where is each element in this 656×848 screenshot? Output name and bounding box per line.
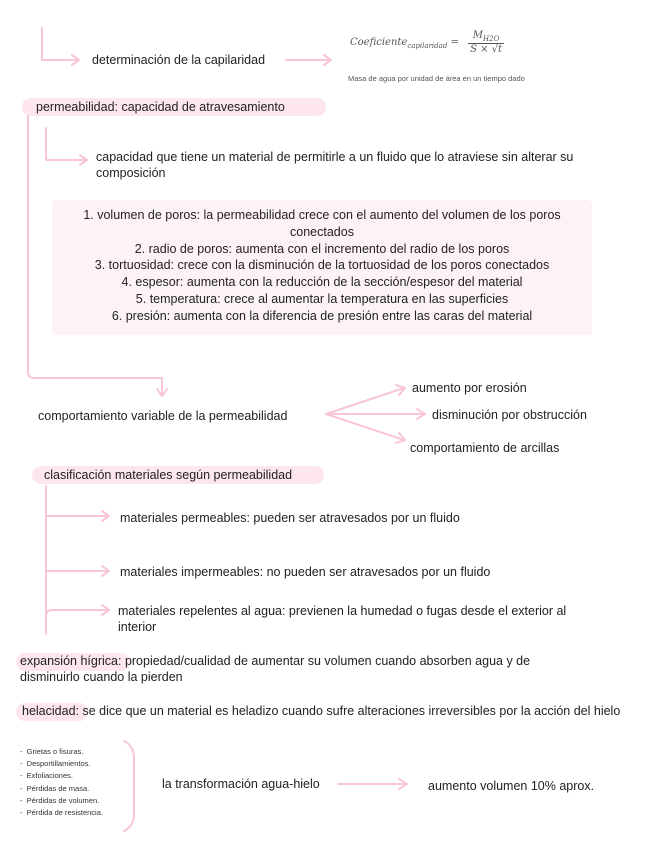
- helacidad-text: se dice que un material es heladizo cuando sufre alteraciones irreversibles por la acción del hielo: [82, 704, 621, 718]
- helacidad-result: aumento volumen 10% aprox.: [428, 779, 595, 793]
- formula-lhs: Coeficiente: [350, 37, 408, 48]
- capilaridad-arrowhead: [72, 55, 79, 65]
- capilaridad-label: determinación de la capilaridad: [92, 53, 266, 67]
- factor-item: 4. espesor: aumenta con la reducción de la sección/espesor del material: [121, 275, 523, 290]
- formula-eq: =: [450, 37, 459, 48]
- permeabilidad-definition: capacidad que tiene un material de permitirle a un fluido que lo atraviese sin alterar su composición: [96, 150, 574, 180]
- helacidad-effects-list: [20, 746, 103, 819]
- factor-item: 3. tortuosidad: crece con la disminución de la tortuosidad de los poros conectados: [94, 258, 550, 273]
- fan-arrow-arcillas: [326, 414, 404, 440]
- effect-item: - Pérdidas de masa.: [20, 783, 90, 793]
- factors-list: [58, 207, 586, 325]
- formula-fraction: [468, 30, 504, 55]
- factor-item: 6. presión: aumenta con la diferencia de presión entre las caras del material: [111, 308, 533, 323]
- permeabilidad-heading: permeabilidad: capacidad de atravesamiento: [36, 100, 285, 114]
- formula-denominator: S × √t: [470, 44, 503, 55]
- helacidad-term: helacidad:: [22, 704, 79, 718]
- fan-arrow-erosion: [326, 388, 404, 414]
- variable-item-erosion: aumento por erosión: [412, 381, 527, 395]
- expansion-paragraph: [20, 653, 580, 685]
- clasificacion-heading: clasificación materiales según permeabilidad: [44, 468, 293, 482]
- effect-item: - Pérdida de resistencia.: [20, 808, 103, 818]
- effect-item: - Grietas o fisuras.: [20, 747, 84, 756]
- expansion-text: propiedad/cualidad de aumentar su volumen cuando absorben agua y de disminuirlo cuando la pierden: [20, 654, 531, 684]
- helacidad-paragraph: [22, 703, 642, 719]
- effect-item: - Exfoliaciones.: [20, 771, 73, 781]
- capilaridad-connector: [42, 28, 78, 60]
- clasificacion-item-impermeables: materiales impermeables: no pueden ser atravesados por un fluido: [120, 565, 491, 579]
- effects-bracket: [124, 741, 134, 831]
- formula-caption: Masa de agua por unidad de área en un tiempo dado: [348, 74, 525, 83]
- variable-label: comportamiento variable de la permeabilidad: [38, 409, 288, 423]
- formula-numerator: $M_{H2O}$: [468, 30, 504, 44]
- factor-item: 2. radio de poros: aumenta con el incremento del radio de los poros: [134, 241, 510, 256]
- clasificacion-item-permeables: materiales permeables: pueden ser atravesados por un fluido: [120, 511, 460, 525]
- clasificacion-item-repelentes: materiales repelentes al agua: previenen la humedad o fugas desde el exterior al interior: [118, 604, 567, 634]
- factor-item: 5. temperatura: crece al aumentar la temperatura en las superficies: [135, 291, 509, 306]
- variable-item-arcillas: comportamiento de arcillas: [410, 441, 560, 455]
- definition-connector: [46, 128, 86, 160]
- formula-sub: capilaridad: [407, 42, 448, 50]
- effect-item: - Desportillamientos.: [20, 759, 91, 769]
- variable-item-obstruccion: disminución por obstrucción: [432, 408, 587, 422]
- expansion-term: expansión hígrica:: [20, 654, 122, 668]
- helacidad-transform: la transformación agua-hielo: [162, 777, 320, 791]
- capilaridad-formula: [350, 30, 504, 55]
- effect-item: - Pérdidas de volumen.: [20, 795, 100, 805]
- factor-item: 1. volumen de poros: la permeabilidad crece con el aumento del volumen de los poros conectados: [83, 208, 561, 239]
